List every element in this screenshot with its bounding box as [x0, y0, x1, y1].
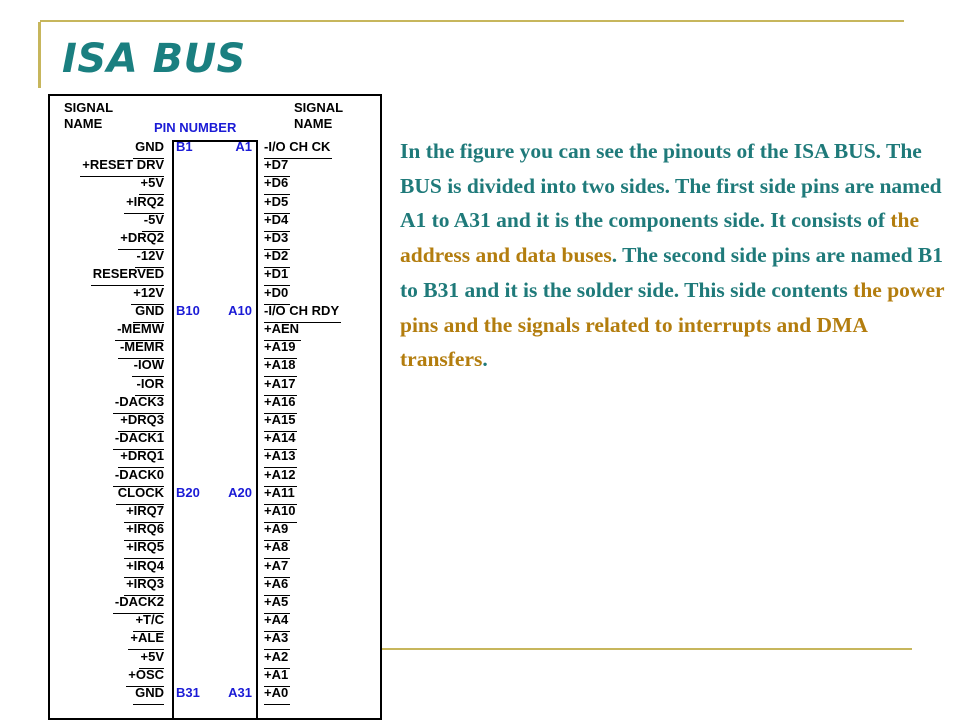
right-signal-label: +A13 — [264, 447, 297, 468]
highlighted-text: the address and data buses — [400, 208, 920, 268]
left-signal-label: -DACK3 — [113, 393, 164, 414]
left-signal-label: +IRQ6 — [124, 520, 164, 541]
left-signal-label: RESERVED — [91, 265, 164, 286]
left-signal-label: GND — [133, 138, 164, 159]
right-signal-label: +A4 — [264, 611, 290, 632]
right-signal-label: +A17 — [264, 375, 297, 396]
right-signal-label: +A10 — [264, 502, 297, 523]
right-signal-label: +A16 — [264, 393, 297, 414]
right-signal-label: +A14 — [264, 429, 297, 450]
right-signal-label: +A3 — [264, 629, 290, 650]
right-signal-label: +A19 — [264, 338, 297, 359]
right-signal-label: +D6 — [264, 174, 290, 195]
right-signal-label: +D4 — [264, 211, 290, 232]
left-signal-label: +5V — [139, 648, 165, 669]
right-signal-label: +A12 — [264, 466, 297, 487]
right-signal-label: +A5 — [264, 593, 290, 614]
left-signal-label: +IRQ3 — [124, 575, 164, 596]
left-signal-label: +DRQ2 — [118, 229, 164, 250]
body-text-segment: . — [482, 347, 488, 372]
right-signal-label: +D2 — [264, 247, 290, 268]
signal-header-right-line1: SIGNAL — [294, 100, 344, 115]
right-signal-label: +D7 — [264, 156, 290, 177]
left-signal-label: +IRQ4 — [124, 557, 164, 578]
pin-number-a: A20 — [228, 484, 252, 500]
left-signal-label: -MEMR — [118, 338, 164, 359]
highlighted-text: the power pins and the signals related to interrupts and DMA transfers — [400, 277, 945, 372]
signal-header-right-line2: NAME — [294, 116, 333, 131]
right-signal-label: +A1 — [264, 666, 290, 687]
right-signal-label: +A11 — [264, 484, 297, 505]
left-signal-label: -12V — [135, 247, 164, 268]
right-signal-label: +A15 — [264, 411, 297, 432]
pin-number-b: B31 — [176, 685, 200, 700]
pin-number-b: B1 — [176, 139, 193, 154]
signal-name-header-left — [64, 100, 113, 132]
right-signal-label: +AEN — [264, 320, 301, 341]
top-rule — [40, 20, 904, 22]
left-signal-label: +12V — [131, 284, 164, 305]
right-signal-label: +A0 — [264, 684, 290, 705]
left-signal-label: +T/C — [133, 611, 164, 632]
left-signal-label: +IRQ7 — [124, 502, 164, 523]
left-signal-label: CLOCK — [116, 484, 164, 505]
pin-number-b: B10 — [176, 302, 200, 318]
isa-pinout-diagram — [48, 94, 382, 720]
right-signal-label: -I/O CH RDY — [264, 302, 341, 323]
left-signal-label: -DACK2 — [113, 593, 164, 614]
signal-header-left-line1: SIGNAL — [64, 100, 114, 115]
left-signal-label: +RESET DRV — [80, 156, 164, 177]
pin-number-a: A1 — [235, 139, 252, 154]
left-signal-label: +DRQ1 — [118, 447, 164, 468]
slide-title: ISA BUS — [62, 36, 246, 82]
left-signal-label: -5V — [142, 211, 164, 232]
left-signal-label: -IOW — [132, 356, 164, 377]
left-rule — [38, 22, 41, 88]
pin-number-header: PIN NUMBER — [154, 120, 237, 135]
right-signal-label: +A6 — [264, 575, 290, 596]
left-signal-label: -MEMW — [115, 320, 164, 341]
left-signal-label: +OSC — [126, 666, 164, 687]
right-signal-label: +A9 — [264, 520, 290, 541]
pin-number-b: B20 — [176, 484, 200, 500]
right-signal-label: +D1 — [264, 265, 290, 286]
right-signal-label: +A2 — [264, 648, 290, 669]
connector-outline — [172, 140, 258, 720]
signal-name-header-right — [294, 100, 343, 132]
right-signal-label: +A18 — [264, 356, 297, 377]
left-signal-label: +ALE — [128, 629, 164, 650]
right-signal-label: +A8 — [264, 538, 290, 559]
left-signal-label: +IRQ2 — [124, 193, 164, 214]
left-signal-label: -IOR — [135, 375, 164, 396]
left-signal-label: -DACK0 — [113, 466, 164, 487]
pin-number-a: A31 — [228, 685, 252, 700]
left-signal-label: GND — [133, 302, 164, 323]
body-text-segment: . The second side pins are named B1 to B31 and it is the solder side. This side contents — [400, 243, 944, 302]
pin-number-a: A10 — [228, 302, 252, 318]
bottom-rule — [380, 648, 912, 650]
body-paragraph — [400, 134, 945, 377]
right-signal-label: +D3 — [264, 229, 290, 250]
right-signal-label: -I/O CH CK — [264, 138, 332, 159]
right-signal-label: +D0 — [264, 284, 290, 305]
signal-header-left-line2: NAME — [64, 116, 103, 131]
right-signal-label: +D5 — [264, 193, 290, 214]
left-signal-label: -DACK1 — [113, 429, 164, 450]
right-signal-label: +A7 — [264, 557, 290, 578]
left-signal-label: +5V — [139, 174, 165, 195]
left-signal-label: +IRQ5 — [124, 538, 164, 559]
left-signal-label: +DRQ3 — [118, 411, 164, 432]
left-signal-label: GND — [133, 684, 164, 705]
body-text-segment: In the figure you can see the pinouts of the ISA BUS. The BUS is divided into two sides. The first side pins are named A1 to A31 and it is the components side. It consists of — [400, 139, 942, 233]
